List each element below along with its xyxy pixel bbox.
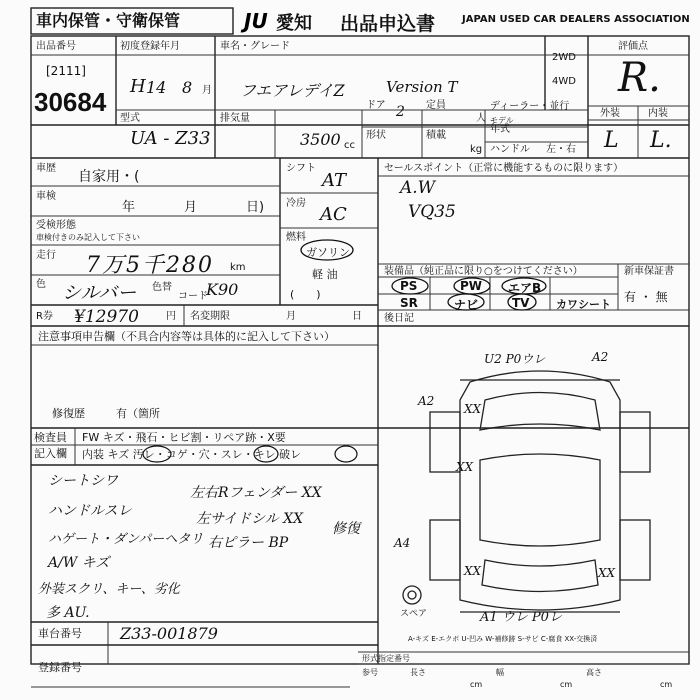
first-reg-label: 初度登録年月 (120, 41, 180, 52)
inspection-year-unit: 年 (122, 200, 136, 215)
capacity-unit: 人 (476, 113, 486, 124)
name-change-label: 名変期限 (190, 311, 230, 322)
diag-xx-right: XX (598, 566, 616, 580)
interior-label: 内装 (648, 108, 668, 119)
diag-top-a2: A2 (592, 350, 609, 364)
dims-height-cm: cm (660, 680, 673, 689)
diag-legend: A-キズ E-エクボ U-凹み W-補修跡 S-サビ C-腐食 XX-交換済 (408, 635, 598, 643)
diag-xx-low: XX (464, 564, 482, 578)
dims-length: 長さ (410, 668, 426, 677)
aircon-value: AC (320, 204, 347, 225)
color-change-label: 色替 (152, 282, 172, 293)
mileage-value: 7万5千280 (86, 253, 214, 278)
inspector-row2: 内装 キズ 汚レ・コゲ・穴・スレ・キレ 破レ (82, 448, 302, 461)
history-label: 車歴 (36, 163, 56, 174)
exterior-label: 外装 (600, 108, 620, 119)
inspector-label: 検査員 (34, 431, 67, 444)
diag-xx-left: XX (464, 402, 482, 416)
handle-label: ハンドル (490, 144, 530, 155)
first-reg-era: H (130, 76, 146, 97)
equipment-tv: TV (512, 296, 530, 310)
storage-label: 車内保管・守衛保管 (36, 11, 181, 30)
dealer-label: ディーラー・並行 (490, 101, 570, 112)
repair-history-value: 有（箇所 (116, 407, 160, 420)
dims-width-cm: cm (560, 680, 573, 689)
note-right-2: 左サイドシル XX (196, 511, 304, 527)
warranty-label: 新車保証書 (624, 266, 674, 277)
inspection-day-unit: 日) (246, 200, 265, 215)
shift-label: シフト (286, 163, 316, 174)
mileage-label: 走行 (36, 250, 56, 261)
note-line-6: 多 AU. (46, 605, 90, 621)
inspection-month-unit: 月 (184, 200, 198, 215)
model-value: UA - Z33 (130, 128, 211, 149)
equipment-sr: SR (400, 296, 418, 310)
selling-point-1: A.W (400, 178, 436, 198)
interior-grade: L. (650, 128, 672, 153)
equipment-leather: カワシート (556, 298, 611, 311)
drive-2wd: 2WD (552, 52, 576, 63)
drive-4wd: 4WD (552, 76, 576, 87)
equipment-navi: ナビ (454, 298, 479, 312)
car-name-label: 車名・グレード (220, 41, 290, 52)
rating-value: R. (618, 55, 661, 101)
model-year-label1: モデル (490, 116, 514, 125)
dims-height: 高さ (586, 668, 602, 677)
equipment-pw: PW (460, 279, 483, 293)
load-unit: kg (470, 144, 483, 155)
color-value: シルバー (62, 282, 137, 304)
doc-title: 出品申込書 (340, 13, 436, 35)
rating-label: 評価点 (618, 41, 648, 52)
first-reg-year: 14 (146, 78, 167, 97)
receive-note: 車検付きのみ記入して下さい (36, 233, 140, 242)
displacement-label: 排気量 (220, 113, 250, 124)
assoc-name: JAPAN USED CAR DEALERS ASSOCIATION (462, 14, 690, 25)
diag-top-u2: U2 P0ウレ (484, 352, 546, 366)
first-reg-month-unit: 月 (202, 85, 212, 96)
fuel-other: ( ) (290, 288, 321, 301)
note-right-1: 左右Rフェンダー XX (190, 485, 322, 501)
aircon-label: 冷房 (286, 198, 306, 209)
inspector-entry-label: 記入欄 (34, 447, 67, 460)
reg-label: 登録番号 (38, 661, 82, 674)
fuel-label: 燃料 (286, 232, 306, 243)
equipment-label: 装備品（純正品に限り○をつけてください） (384, 266, 583, 277)
note-line-1: シートシワ (48, 473, 118, 489)
note-line-2: ハンドルスレ (48, 503, 132, 519)
notes-label: 注意事項申告欄（不具合内容等は具体的に記入して下さい） (38, 330, 335, 343)
recycle-unit: 円 (166, 311, 176, 322)
repair-history-label: 修復歴 (52, 407, 85, 420)
dims-label1: 形式指定番号 (362, 654, 410, 663)
doors-label: ドア (366, 100, 386, 111)
diag-spare: スペア (400, 609, 428, 619)
diag-bottom: A1 ウレ P0レ (480, 610, 562, 625)
vin-value: Z33-001879 (120, 624, 218, 643)
rear-note-label: 後日記 (384, 313, 414, 324)
note-right-3b: 修復 (332, 521, 360, 537)
doors-value: 2 (396, 104, 405, 120)
history-value: 自家用・( (78, 169, 140, 185)
first-reg-month: 8 (182, 78, 193, 97)
name-change-day: 日 (352, 311, 362, 322)
color-code-label: コード (178, 291, 208, 302)
color-label: 色 (36, 279, 46, 290)
note-right-3: 右ピラー BP (208, 535, 289, 551)
note-line-3: ハゲート・ダンパーヘタリ (48, 532, 204, 547)
mileage-unit: km (230, 262, 246, 273)
diag-a2-left: A2 (418, 394, 435, 408)
lot-label: 出品番号 (36, 41, 76, 52)
selling-point-2: VQ35 (408, 202, 456, 222)
diag-xx-mid: XX (456, 460, 474, 474)
equipment-ps: PS (400, 279, 418, 293)
diag-a4: A4 (394, 536, 411, 550)
vin-label: 車台番号 (38, 627, 82, 640)
equipment-airbag: エアB (508, 281, 542, 295)
warranty-options: 有 ・ 無 (624, 290, 668, 304)
color-code-value: K90 (206, 280, 239, 299)
lot-number: 30684 (34, 87, 107, 117)
receive-label: 受検形態 (36, 220, 76, 231)
ju-logo: JU (244, 9, 268, 33)
displacement-unit: cc (344, 140, 355, 151)
exterior-grade: L (604, 128, 619, 153)
shape-label: 形状 (366, 130, 386, 141)
dims-length-cm: cm (470, 680, 483, 689)
load-label: 積載 (426, 130, 446, 141)
recycle-value: ¥12970 (74, 307, 139, 327)
inspector-row1: FW キズ・飛石・ヒビ割・リペア跡・X要 (82, 431, 286, 444)
inspection-label: 車検 (36, 191, 56, 202)
fuel-gasoline: ガソリン (306, 246, 350, 259)
selling-label: セールスポイント（正常に機能するものに限ります） (384, 163, 624, 174)
model-year-label2: 年式 (490, 124, 510, 135)
dims-label2: 参号 (362, 668, 378, 677)
shift-value: AT (322, 170, 347, 191)
car-name-value: フエアレデイZ (240, 81, 345, 100)
name-change-month: 月 (286, 311, 296, 322)
displacement-value: 3500 (300, 130, 341, 149)
fuel-diesel: 軽 油 (312, 268, 338, 281)
recycle-label: R券 (36, 311, 53, 322)
note-line-4: A/W キズ (48, 555, 110, 571)
logo-text: 愛知 (276, 13, 312, 34)
note-line-5: 外装スクリ、キー、劣化 (38, 582, 180, 597)
lot-bracket: [2111] (46, 64, 86, 78)
grade-value: Version T (386, 78, 458, 96)
dims-width: 幅 (496, 668, 504, 677)
model-label: 型式 (120, 113, 140, 124)
capacity-label: 定員 (426, 100, 446, 111)
handle-options: 左・右 (546, 144, 576, 155)
